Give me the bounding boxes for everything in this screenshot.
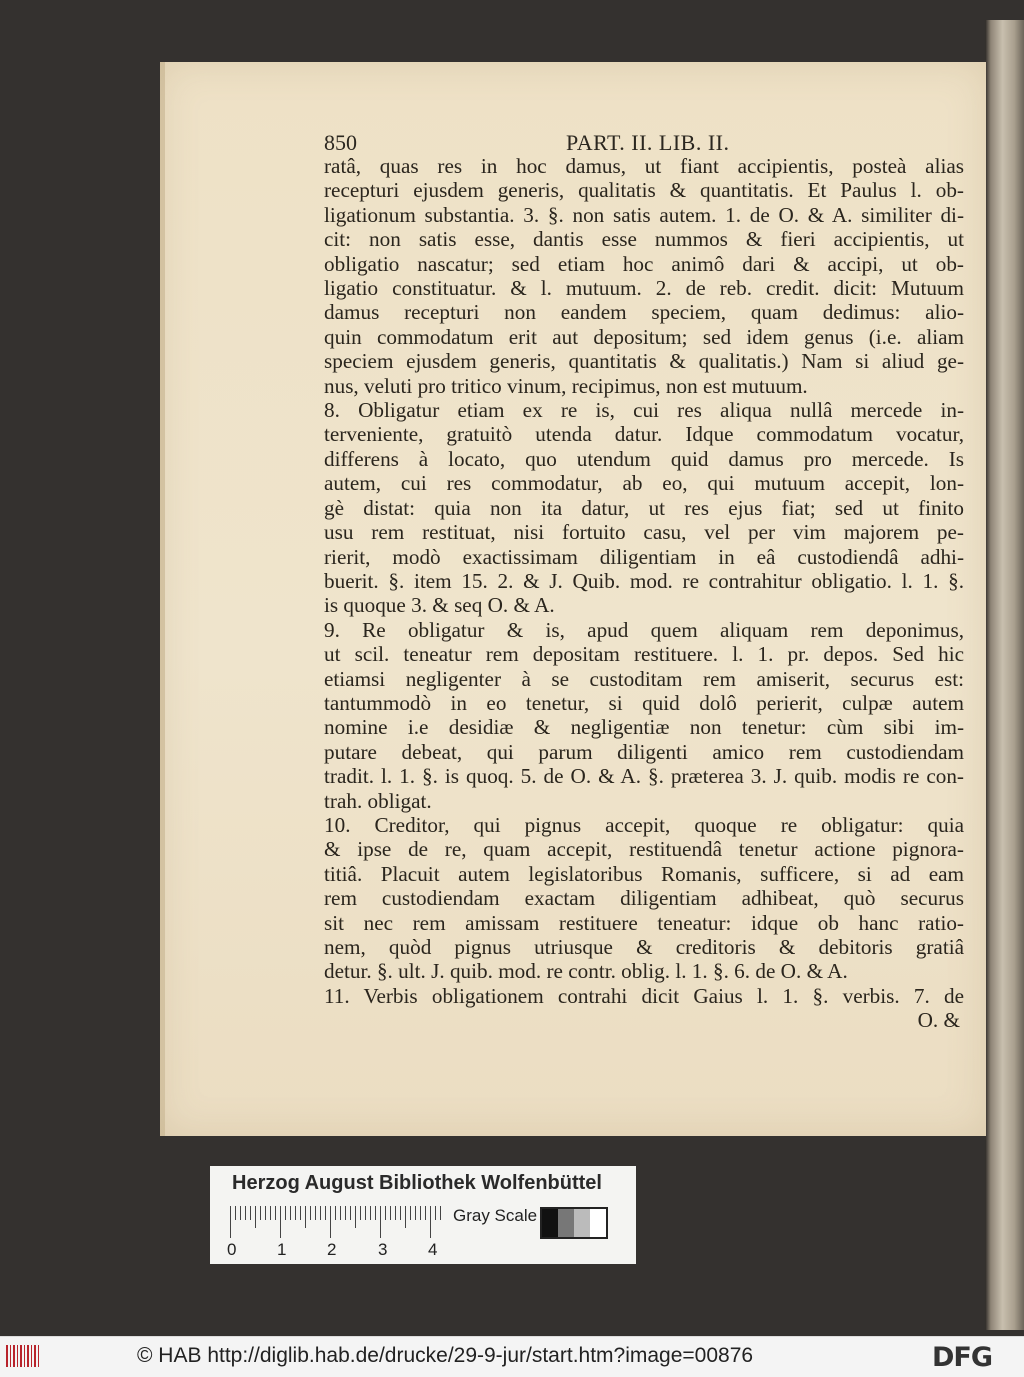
text-line: 8. Obligatur etiam ex re is, cui res aliqua nullâ mercede in- [324,398,964,423]
ruler-tick [400,1206,401,1220]
text-line: etiamsi negligenter à se custoditam rem amiserit, securus est: [324,666,964,691]
gray-swatch [590,1209,606,1237]
text-line: rierit, modò exactissimam diligentiam in eâ custodiendâ adhi- [324,544,964,569]
ruler-tick [430,1206,431,1238]
ruler-tick [375,1206,376,1220]
ruler-tick [410,1206,411,1220]
text-line: detur. §. ult. J. quib. mod. re contr. oblig. l. 1. §. 6. de O. & A. [324,959,848,984]
cm-scale-ruler [230,1206,442,1238]
text-line: ratâ, quas res in hoc damus, ut fiant accipientis, posteà alias [324,154,964,178]
page-content [324,120,964,1033]
scale-number: 0 [227,1240,237,1259]
dfg-logo: DFG [932,1342,993,1373]
ruler-tick [365,1206,366,1220]
library-name: Herzog August Bibliothek Wolfenbüttel [232,1172,602,1194]
copyright-url[interactable]: © HAB http://diglib.hab.de/drucke/29-9-jur/start.htm?image=00876 [137,1344,754,1367]
ruler-tick [300,1206,301,1220]
text-line: gè distat: quia non ita datur, ut res ejus fiat; sed ut finito [324,495,964,520]
ruler-tick [245,1206,246,1220]
ruler-tick [315,1206,316,1220]
ruler-tick [340,1206,341,1220]
ruler-tick [370,1206,371,1220]
ruler-tick [405,1206,406,1228]
ruler-tick [270,1206,271,1220]
ruler-tick [280,1206,281,1238]
ruler-tick [235,1206,236,1220]
ruler-tick [385,1206,386,1220]
ruler-tick [440,1206,441,1220]
text-line: usu rem restituat, nisi fortuito casu, vel per vim majorem pe- [324,520,964,545]
gray-swatch [542,1209,558,1237]
text-line: terveniente, gratuitò utenda datur. Idque commodatum vocatur, [324,422,964,447]
gray-scale-label: Gray Scale [453,1206,538,1225]
ruler-tick [435,1206,436,1220]
text-line: obligatio nascatur; sed etiam hoc animô dari & accipi, ut ob- [324,251,964,276]
barcode-icon [6,1345,40,1367]
gray-scale-swatches [540,1207,608,1239]
text-line: nus, veluti pro tritico vinum, recipimus, non est mutuum. [324,373,808,398]
ruler-tick [350,1206,351,1220]
catchword: O. & [917,1008,960,1033]
ruler-tick [425,1206,426,1220]
ruler-tick [260,1206,261,1220]
ruler-tick [360,1206,361,1220]
text-line: putare debeat, qui parum diligenti amico rem custodiendam [324,739,964,764]
running-head: PART. II. LIB. II. [566,130,730,155]
text-line: ligatio constituatur. & l. mutuum. 2. de reb. credit. dicit: Mutuum [324,276,964,301]
text-line: & ipse de re, quam accepit, restituendâ tenetur actione pignora- [324,837,964,862]
scale-number: 3 [378,1240,388,1259]
ruler-tick [295,1206,296,1220]
text-line: autem, cui res commodatur, ab eo, qui mutuum accepit, lon- [324,471,964,496]
ruler-tick [390,1206,391,1220]
text-line: is quoque 3. & seq O. & A. [324,593,555,618]
ruler-tick [330,1206,331,1238]
ruler-tick [230,1206,231,1238]
ruler-tick [250,1206,251,1220]
ruler-tick [290,1206,291,1220]
page-number: 850 [324,130,357,155]
text-line: differens à locato, quo utendum quid damus pro mercede. Is [324,446,964,471]
text-line: damus recepturi non eandem speciem, quam dedimus: alio- [324,300,964,325]
ruler-tick [320,1206,321,1220]
text-line: 10. Creditor, qui pignus accepit, quoque re obligatur: quia [324,812,964,837]
text-line: sit nec rem amissam restituere teneatur: idque ob hanc ratio- [324,910,964,935]
ruler-tick [325,1206,326,1220]
page-header [324,120,964,154]
ruler-tick [310,1206,311,1220]
ruler-tick [285,1206,286,1220]
text-line: ligationum substantia. 3. §. non satis autem. 1. de O. & A. similiter di- [324,202,964,227]
ruler-tick [275,1206,276,1220]
book-page [160,62,986,1136]
text-line: quin commodatum erit aut depositum; sed idem genus (i.e. aliam [324,324,964,349]
text-line: nomine i.e desidiæ & negligentiæ non tenetur: cùm sibi im- [324,715,964,740]
ruler-tick [345,1206,346,1220]
ruler-tick [255,1206,256,1228]
ruler-tick [335,1206,336,1220]
text-line: 9. Re obligatur & is, apud quem aliquam rem deponimus, [324,617,964,642]
gray-swatch [558,1209,574,1237]
ruler-tick [240,1206,241,1220]
text-line: buerit. §. item 15. 2. & J. Quib. mod. re contrahitur obligatio. l. 1. §. [324,568,964,593]
ruler-tick [355,1206,356,1228]
color-target-card [210,1166,636,1264]
text-line: 11. Verbis obligationem contrahi dicit Gaius l. 1. §. verbis. 7. de [324,983,964,1008]
text-line: tantummodò in eo tenetur, si quid dolô perierit, culpæ autem [324,690,964,715]
text-line: ut scil. teneatur rem depositam restituere. l. 1. pr. depos. Sed hic [324,642,964,667]
scale-number: 4 [428,1240,438,1259]
text-line: recepturi ejusdem generis, qualitatis & quantitatis. Et Paulus l. ob- [324,178,964,203]
ruler-tick [305,1206,306,1228]
text-line: rem custodiendam exactam diligentiam adhibeat, quò securus [324,886,964,911]
text-line: cit: non satis esse, dantis esse nummos & fieri accipientis, ut [324,227,964,252]
footer-bar [0,1336,1024,1377]
ruler-tick [415,1206,416,1220]
body-text [324,154,964,1033]
ruler-tick [420,1206,421,1220]
scale-number: 2 [327,1240,337,1259]
ruler-tick [265,1206,266,1220]
scale-number: 1 [277,1240,287,1259]
ruler-tick [395,1206,396,1220]
ruler-tick [380,1206,381,1238]
text-line: nem, quòd pignus utriusque & creditoris & debitoris gratiâ [324,935,964,959]
gray-swatch [574,1209,590,1237]
text-line: tradit. l. 1. §. is quoq. 5. de O. & A. §. præterea 3. J. quib. modis re con- [324,764,964,789]
text-line: titiâ. Placuit autem legislatoribus Romanis, sufficere, si ad eam [324,861,964,886]
text-line: speciem ejusdem generis, quantitatis & qualitatis.) Nam si aliud ge- [324,349,964,374]
text-line: trah. obligat. [324,788,432,813]
adjacent-page-edge [985,20,1024,1330]
